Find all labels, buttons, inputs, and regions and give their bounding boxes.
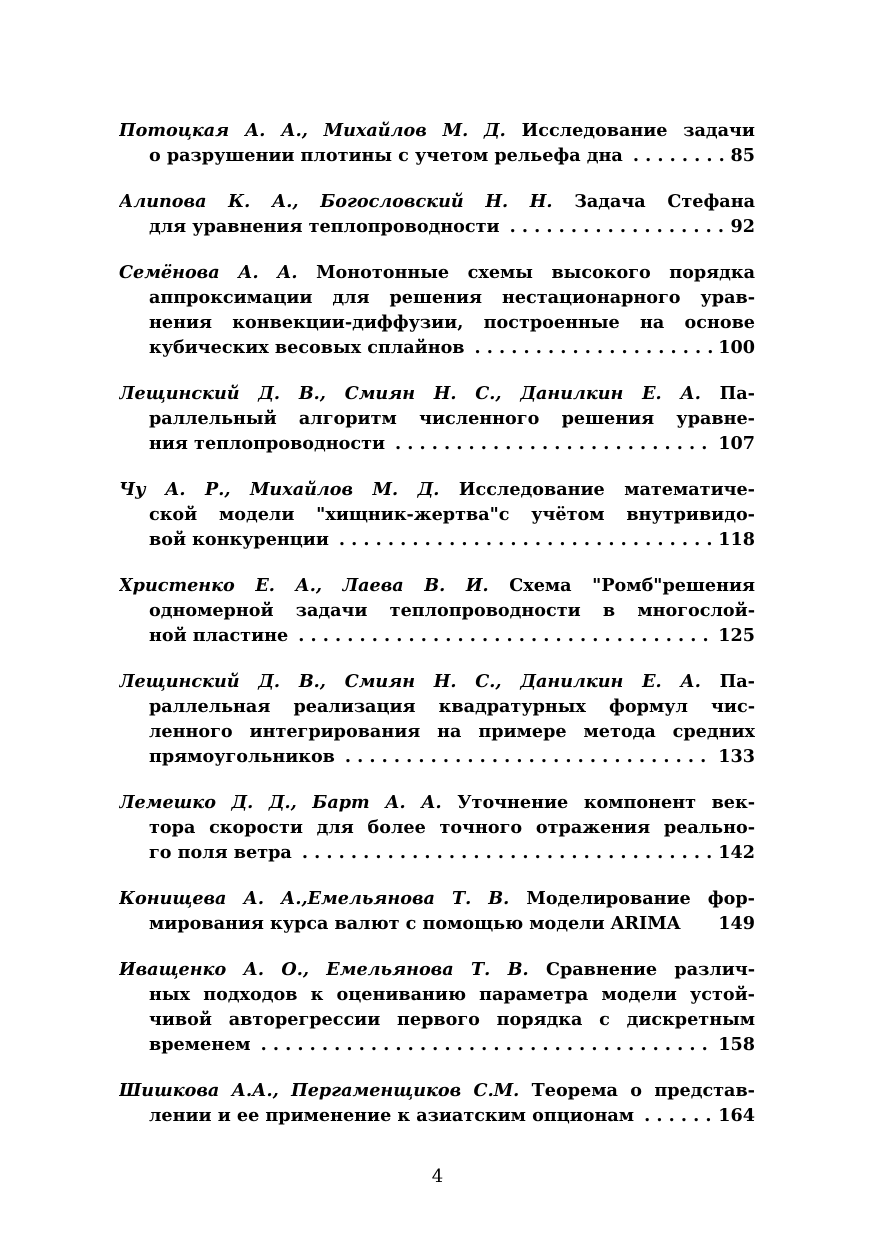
toc-entry-last-line	[119, 335, 755, 360]
toc-entry-first-line	[119, 573, 755, 598]
toc-entry-last-line	[119, 143, 755, 168]
toc-entry-title-start: Па-	[719, 383, 755, 404]
toc-entry-first-line	[119, 381, 755, 406]
toc-entry-authors: Иващенко А. О., Емельянова Т. В.	[119, 959, 529, 980]
toc-entry-title-start: Исследование математиче-	[458, 479, 755, 500]
toc-entry-title-end: мирования курса валют с помощью модели ARIMA	[149, 913, 681, 934]
toc-entry	[119, 1078, 755, 1128]
toc-entry-page: 118	[718, 529, 755, 550]
toc-entry-title-end: кубических весовых сплайнов	[149, 337, 465, 358]
toc-entry-page: 85	[730, 145, 755, 166]
toc-entry-last-line	[119, 431, 755, 456]
toc-entry-title-line: ской модели "хищник-жертва"с учётом внутривидо-	[149, 504, 755, 525]
toc-entry-first-line	[119, 669, 755, 694]
dot-leader	[261, 1032, 713, 1057]
toc-entry-first-line	[119, 886, 755, 911]
dot-leader	[339, 527, 712, 552]
toc-entry-authors: Семёнова А. А.	[119, 262, 298, 283]
toc-entry-last-line	[119, 1032, 755, 1057]
toc-entry	[119, 886, 755, 936]
dot-leader	[644, 1103, 712, 1128]
toc-entry-title-start: Схема "Ромб"решения	[509, 575, 755, 596]
toc-entry-title-line: раллельная реализация квадратурных формул чис-	[149, 696, 755, 717]
toc-entry-title-line: раллельный алгоритм численного решения уравне-	[149, 408, 755, 429]
toc-entry-last-line	[119, 1103, 755, 1128]
toc-entry-title-end: прямоугольников	[149, 746, 335, 767]
toc-entry-authors: Конищева А. А.,Емельянова Т. В.	[119, 888, 510, 909]
toc-entry	[119, 260, 755, 360]
toc-entry-page: 107	[718, 433, 755, 454]
dot-leader	[510, 214, 725, 239]
toc-entry-page: 158	[718, 1034, 755, 1055]
toc-entry-authors: Потоцкая А. А., Михайлов М. Д.	[119, 120, 506, 141]
dot-leader	[345, 744, 712, 769]
toc-entry-title-line: тора скорости для более точного отражения реально-	[149, 817, 755, 838]
toc-entry	[119, 790, 755, 865]
toc-entry	[119, 669, 755, 769]
toc-entry-title-end: временем	[149, 1034, 251, 1055]
toc-entry	[119, 957, 755, 1057]
toc-entry	[119, 189, 755, 239]
toc-entry-title-end: ной пластине	[149, 625, 289, 646]
toc-entry-title-end: для уравнения теплопроводности	[149, 216, 500, 237]
toc-entry-first-line	[119, 260, 755, 285]
toc-entry	[119, 573, 755, 648]
toc-entry	[119, 118, 755, 168]
toc-entry-title-start: Монотонные схемы высокого порядка	[316, 262, 755, 283]
toc-entry-title-end: го поля ветра	[149, 842, 292, 863]
toc-entry-authors: Христенко Е. А., Лаева В. И.	[119, 575, 489, 596]
dot-leader	[633, 143, 725, 168]
toc-entry-last-line	[119, 840, 755, 865]
toc-entry-last-line	[119, 527, 755, 552]
toc-entry-title-line: аппроксимации для решения нестационарного урав-	[149, 287, 755, 308]
toc-entry-last-line	[119, 214, 755, 239]
toc-entry	[119, 381, 755, 456]
toc-entry-page: 92	[730, 216, 755, 237]
dot-leader	[302, 840, 712, 865]
toc-entry-title-line: ных подходов к оцениванию параметра модели устой-	[149, 984, 755, 1005]
toc-entry-title-line: ленного интегрирования на примере метода средних	[149, 721, 755, 742]
dot-leader	[395, 431, 712, 456]
toc-entry-title-line: чивой авторегрессии первого порядка с дискретным	[149, 1009, 755, 1030]
toc-entry-title-line: одномерной задачи теплопроводности в многослой-	[149, 600, 755, 621]
toc-entry-title-start: Сравнение различ-	[545, 959, 755, 980]
toc-entry-title-start: Исследование задачи	[521, 120, 755, 141]
toc-entry-last-line	[119, 744, 755, 769]
toc-entry	[119, 477, 755, 552]
toc-entry-page: 164	[718, 1105, 755, 1126]
toc-entry-title-start: Па-	[719, 671, 755, 692]
toc-entry-first-line	[119, 477, 755, 502]
toc-entry-last-line	[119, 911, 755, 936]
table-of-contents	[119, 118, 755, 1149]
toc-entry-page: 149	[718, 913, 755, 934]
toc-entry-authors: Шишкова А.А., Пергаменщиков С.М.	[119, 1080, 520, 1101]
page-number: 4	[431, 1166, 444, 1187]
toc-entry-page: 100	[718, 337, 755, 358]
toc-entry-authors: Лемешко Д. Д., Барт А. А.	[119, 792, 442, 813]
toc-entry-title-line: нения конвекции-диффузии, построенные на основе	[149, 312, 755, 333]
toc-entry-title-end: вой конкуренции	[149, 529, 329, 550]
toc-entry-title-start: Моделирование фор-	[526, 888, 755, 909]
toc-entry-authors: Лещинский Д. В., Смиян Н. С., Данилкин Е. А.	[119, 671, 701, 692]
dot-leader	[475, 335, 713, 360]
toc-entry-page: 133	[718, 746, 755, 767]
toc-entry-title-end: о разрушении плотины с учетом рельефа дна	[149, 145, 623, 166]
toc-entry-page: 125	[718, 625, 755, 646]
toc-entry-first-line	[119, 189, 755, 214]
toc-entry-last-line	[119, 623, 755, 648]
dot-leader	[298, 623, 712, 648]
toc-entry-page: 142	[718, 842, 755, 863]
toc-entry-first-line	[119, 790, 755, 815]
toc-entry-authors: Алипова К. А., Богословский Н. Н.	[119, 191, 553, 212]
toc-entry-first-line	[119, 118, 755, 143]
toc-entry-title-start: Задача Стефана	[574, 191, 755, 212]
toc-entry-title-start: Теорема о представ-	[531, 1080, 755, 1101]
toc-entry-first-line	[119, 1078, 755, 1103]
toc-entry-authors: Чу А. Р., Михайлов М. Д.	[119, 479, 440, 500]
toc-entry-authors: Лещинский Д. В., Смиян Н. С., Данилкин Е. А.	[119, 383, 701, 404]
toc-entry-title-end: лении и ее применение к азиатским опционам	[149, 1105, 635, 1126]
toc-entry-title-end: ния теплопроводности	[149, 433, 386, 454]
toc-entry-first-line	[119, 957, 755, 982]
toc-entry-title-start: Уточнение компонент век-	[457, 792, 755, 813]
